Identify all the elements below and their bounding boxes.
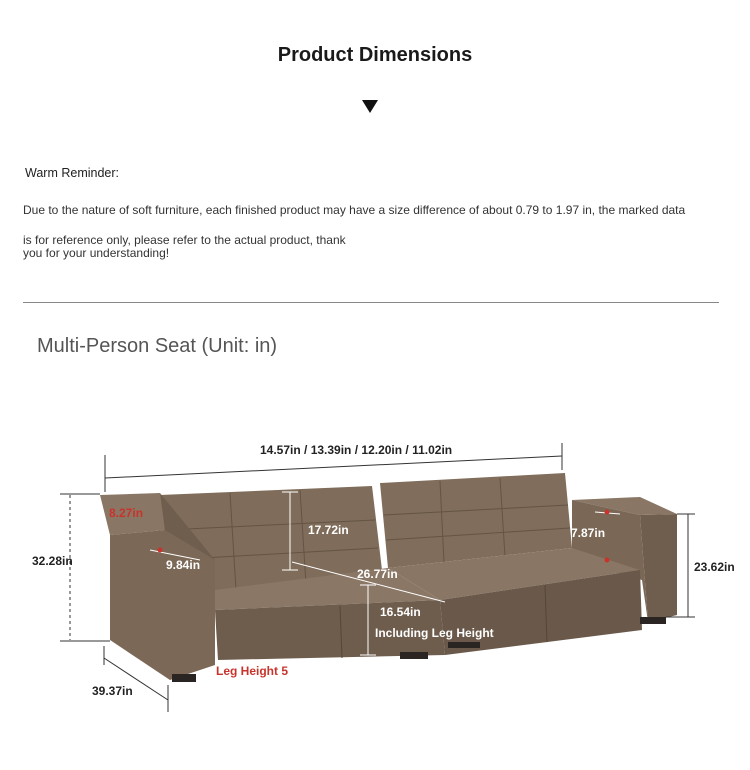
- leg-height-label: Leg Height 5: [216, 664, 289, 678]
- section-title: Multi-Person Seat (Unit: in): [37, 335, 278, 357]
- arm-height-label: 23.62in: [694, 560, 735, 574]
- right-arm-width-label: 7.87in: [571, 526, 606, 540]
- arm-top-label: 8.27in: [109, 506, 144, 520]
- left-arm-width-label: 9.84in: [166, 558, 201, 572]
- reminder-line-3: you for your understanding!: [23, 246, 170, 260]
- reminder-line-1: Due to the nature of soft furniture, each finished product may have a size difference of about 0.79 to 1.97 in, the marked data: [23, 203, 686, 217]
- overall-width-label: 14.57in / 13.39in / 12.20in / 11.02in: [260, 443, 453, 457]
- depth-label: 39.37in: [92, 684, 133, 698]
- reminder-line-2: is for reference only, please refer to the actual product, thank: [23, 233, 346, 247]
- back-height-label: 17.72in: [308, 523, 349, 537]
- seat-height-note: Including Leg Height: [375, 626, 494, 640]
- reminder-heading: Warm Reminder:: [25, 166, 119, 180]
- seat-height-label: 16.54in: [380, 605, 421, 619]
- overall-height-label: 32.28in: [32, 554, 73, 568]
- page-title: Product Dimensions: [277, 44, 473, 66]
- seat-depth-label: 26.77in: [357, 567, 398, 581]
